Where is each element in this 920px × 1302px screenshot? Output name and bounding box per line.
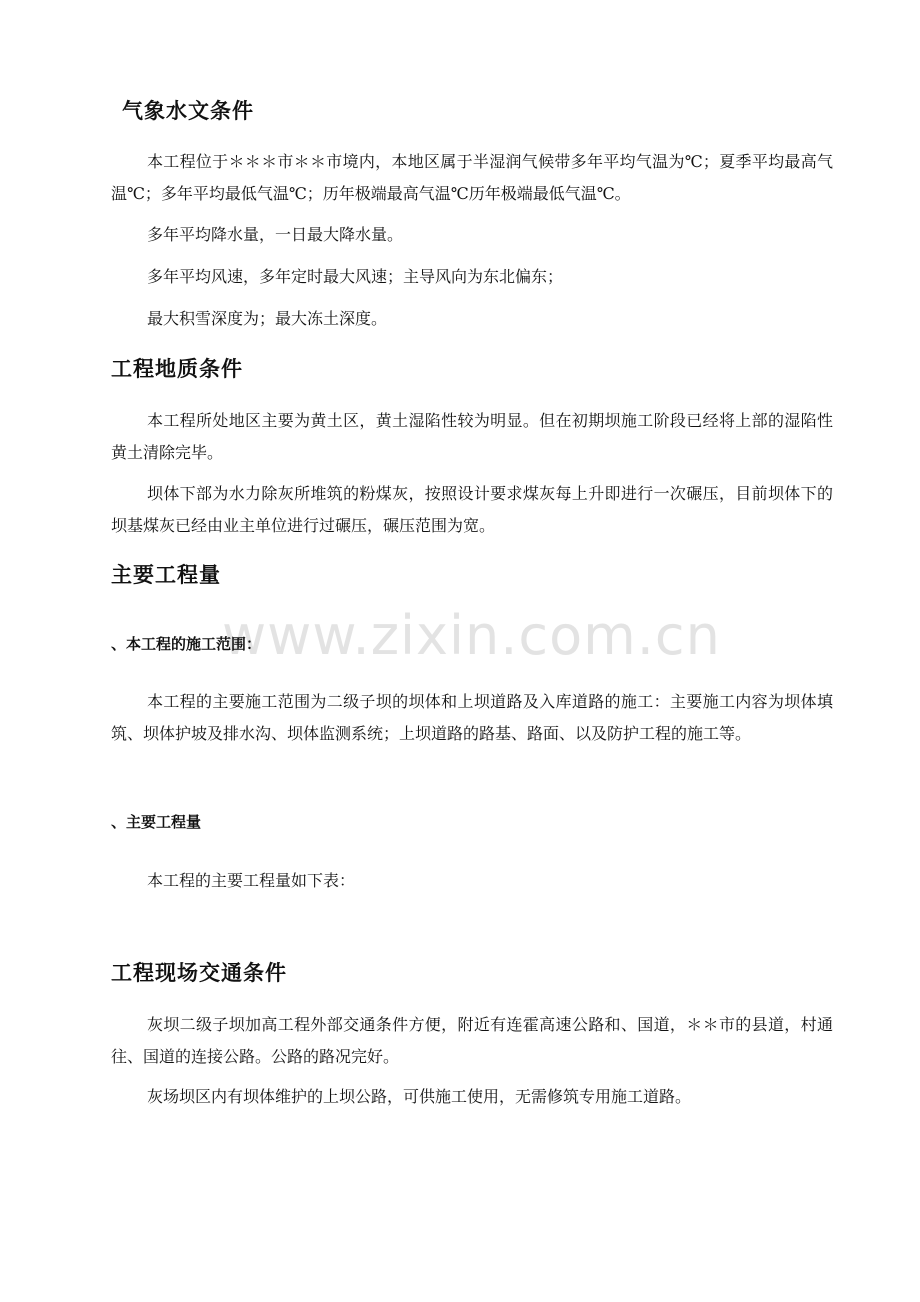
traffic-paragraph-1: 灰坝二级子坝加高工程外部交通条件方便，附近有连霍高速公路和、国道，＊＊市的县道，村通往、国道的连接公路。公路的路况完好。: [111, 1015, 833, 1066]
watermark: www.zixin.com.cn: [222, 604, 721, 667]
section-title-quantities: 主要工程量: [111, 563, 221, 587]
section-title-traffic: 工程现场交通条件: [111, 961, 287, 985]
traffic-paragraph-2: 灰场坝区内有坝体维护的上坝公路，可供施工使用，无需修筑专用施工道路。: [147, 1087, 692, 1106]
quantities-paragraph: 本工程的主要工程量如下表：: [147, 871, 356, 890]
section-title-weather: 气象水文条件: [122, 99, 254, 123]
geology-paragraph-2: 坝体下部为水力除灰所堆筑的粉煤灰，按照设计要求煤灰每上升即进行一次碾压，目前坝体下的坝基煤灰已经由业主单位进行过碾压，碾压范围为宽。: [111, 484, 833, 535]
subsection-title-quantities: 、主要工程量: [111, 813, 202, 831]
weather-paragraph-1: 本工程位于＊＊＊市＊＊市境内，本地区属于半湿润气候带多年平均气温为℃；夏季平均最高气温℃；多年平均最低气温℃；历年极端最高气温℃历年极端最低气温℃。: [111, 152, 833, 203]
section-title-geology: 工程地质条件: [111, 357, 243, 381]
weather-paragraph-2: 多年平均降水量，一日最大降水量。: [147, 225, 404, 244]
geology-paragraph-1: 本工程所处地区主要为黄土区，黄土湿陷性较为明显。但在初期坝施工阶段已经将上部的湿陷性黄土清除完毕。: [111, 411, 833, 462]
weather-paragraph-3: 多年平均风速，多年定时最大风速；主导风向为东北偏东；: [147, 267, 564, 286]
weather-paragraph-4: 最大积雪深度为；最大冻土深度。: [147, 309, 388, 328]
subsection-title-scope: 、本工程的施工范围：: [111, 635, 262, 653]
scope-paragraph: 本工程的主要施工范围为二级子坝的坝体和上坝道路及入库道路的施工：主要施工内容为坝体填筑、坝体护坡及排水沟、坝体监测系统；上坝道路的路基、路面、以及防护工程的施工等。: [111, 692, 833, 743]
